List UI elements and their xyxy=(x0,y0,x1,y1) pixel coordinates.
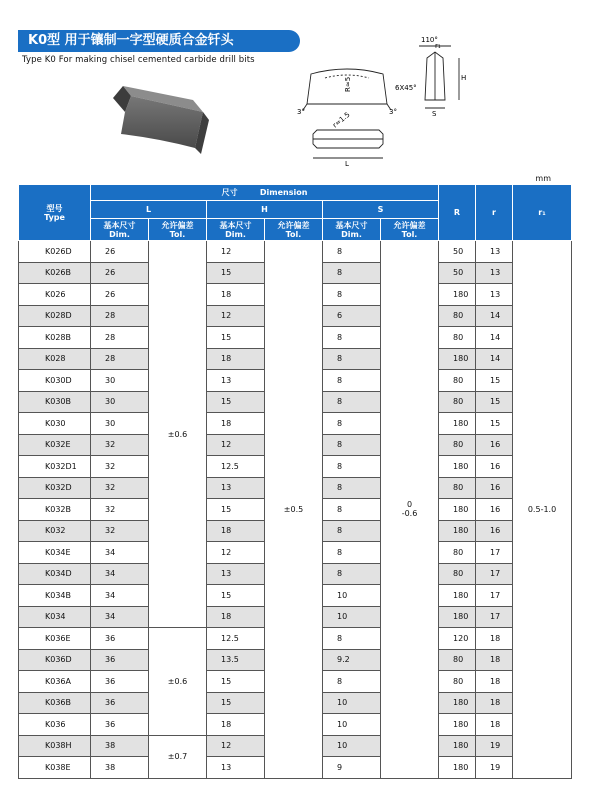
S-cell: 8 xyxy=(323,499,381,521)
L-cell: 30 xyxy=(91,370,149,392)
L-cell: 38 xyxy=(91,757,149,779)
H-cell: 18 xyxy=(207,606,265,628)
H-cell: 15 xyxy=(207,692,265,714)
R-cell: 50 xyxy=(439,241,476,263)
S-cell: 10 xyxy=(323,585,381,607)
type-cell: K028B xyxy=(19,327,91,349)
type-cell: K028 xyxy=(19,348,91,370)
H-cell: 12 xyxy=(207,735,265,757)
L-cell: 34 xyxy=(91,606,149,628)
type-cell: K036B xyxy=(19,692,91,714)
S-cell: 10 xyxy=(323,692,381,714)
H-cell: 13 xyxy=(207,563,265,585)
S-cell: 8 xyxy=(323,434,381,456)
R-header: R xyxy=(439,185,476,241)
H-tol-header: 允许偏差 Tol. xyxy=(265,219,323,241)
S-header: S xyxy=(323,201,439,219)
deg-left-label: 3° xyxy=(297,108,305,116)
R-cell: 80 xyxy=(439,434,476,456)
r-cell: 18 xyxy=(476,671,513,693)
L-cell: 26 xyxy=(91,284,149,306)
type-cell: K026 xyxy=(19,284,91,306)
R-cell: 180 xyxy=(439,714,476,736)
L-label: L xyxy=(345,160,349,168)
S-cell: 8 xyxy=(323,391,381,413)
H-cell: 15 xyxy=(207,391,265,413)
L-cell: 26 xyxy=(91,241,149,263)
type-cell: K030B xyxy=(19,391,91,413)
type-cell: K032D1 xyxy=(19,456,91,478)
L-tol-cell: ±0.7 xyxy=(149,735,207,778)
H-tol-cell: ±0.5 xyxy=(265,241,323,779)
H-cell: 18 xyxy=(207,348,265,370)
S-cell: 8 xyxy=(323,628,381,650)
S-cell: 9 xyxy=(323,757,381,779)
dimension-header: 尺寸 Dimension xyxy=(91,185,439,201)
deg-right-label: 3° xyxy=(389,108,397,116)
R-cell: 80 xyxy=(439,477,476,499)
type-cell: K038E xyxy=(19,757,91,779)
H-cell: 15 xyxy=(207,499,265,521)
r-cell: 16 xyxy=(476,477,513,499)
L-cell: 32 xyxy=(91,499,149,521)
page-title: K0型 用于镶制一字型硬质合金钎头 xyxy=(18,30,300,52)
R-cell: 80 xyxy=(439,542,476,564)
L-tol-header: 允许偏差 Tol. xyxy=(149,219,207,241)
L-cell: 38 xyxy=(91,735,149,757)
S-tol-header: 允许偏差 Tol. xyxy=(381,219,439,241)
r-cell: 15 xyxy=(476,391,513,413)
r-header: r xyxy=(476,185,513,241)
H-cell: 18 xyxy=(207,284,265,306)
type-cell: K030D xyxy=(19,370,91,392)
type-header: 型号 Type xyxy=(19,185,91,241)
type-cell: K034D xyxy=(19,563,91,585)
R-cell: 80 xyxy=(439,391,476,413)
R-cell: 180 xyxy=(439,348,476,370)
H-dim-header: 基本尺寸 Dim. xyxy=(207,219,265,241)
H-cell: 15 xyxy=(207,671,265,693)
S-cell: 8 xyxy=(323,456,381,478)
r1-cell: 0.5-1.0 xyxy=(513,241,572,779)
L-cell: 36 xyxy=(91,671,149,693)
type-cell: K036 xyxy=(19,714,91,736)
R-cell: 180 xyxy=(439,606,476,628)
chamfer-label: 6X45° xyxy=(395,84,417,92)
technical-drawing xyxy=(295,34,480,169)
L-cell: 30 xyxy=(91,413,149,435)
R-cell: 180 xyxy=(439,520,476,542)
R-cell: 80 xyxy=(439,370,476,392)
L-cell: 28 xyxy=(91,305,149,327)
r-cell: 16 xyxy=(476,520,513,542)
L-cell: 34 xyxy=(91,542,149,564)
S-cell: 8 xyxy=(323,413,381,435)
page-subtitle: Type K0 For making chisel cemented carbide drill bits xyxy=(22,55,255,65)
L-cell: 30 xyxy=(91,391,149,413)
spec-table xyxy=(18,184,572,779)
r-cell: 14 xyxy=(476,305,513,327)
L-cell: 32 xyxy=(91,477,149,499)
H-cell: 13.5 xyxy=(207,649,265,671)
S-cell: 8 xyxy=(323,348,381,370)
S-cell: 8 xyxy=(323,563,381,585)
type-cell: K026D xyxy=(19,241,91,263)
r-cell: 13 xyxy=(476,241,513,263)
type-cell: K036A xyxy=(19,671,91,693)
r-cell: 17 xyxy=(476,542,513,564)
r-cell: 19 xyxy=(476,735,513,757)
S-cell: 8 xyxy=(323,520,381,542)
type-cell: K028D xyxy=(19,305,91,327)
H-cell: 12 xyxy=(207,305,265,327)
S-cell: 10 xyxy=(323,714,381,736)
r-cell: 18 xyxy=(476,649,513,671)
type-cell: K032 xyxy=(19,520,91,542)
H-cell: 12.5 xyxy=(207,456,265,478)
type-cell: K030 xyxy=(19,413,91,435)
type-cell: K034B xyxy=(19,585,91,607)
S-cell: 10 xyxy=(323,735,381,757)
H-cell: 18 xyxy=(207,714,265,736)
r-cell: 17 xyxy=(476,606,513,628)
S-label: S xyxy=(432,110,437,118)
r-cell: 14 xyxy=(476,327,513,349)
r-cell: 15 xyxy=(476,413,513,435)
L-cell: 34 xyxy=(91,585,149,607)
R-cell: 180 xyxy=(439,757,476,779)
r-cell: 17 xyxy=(476,585,513,607)
r1-header: r₁ xyxy=(513,185,572,241)
L-tol-cell: ±0.6 xyxy=(149,628,207,736)
L-cell: 32 xyxy=(91,520,149,542)
r-cell: 16 xyxy=(476,434,513,456)
S-cell: 8 xyxy=(323,262,381,284)
L-cell: 36 xyxy=(91,692,149,714)
r-cell: 19 xyxy=(476,757,513,779)
type-cell: K032E xyxy=(19,434,91,456)
R-cell: 80 xyxy=(439,649,476,671)
type-cell: K034E xyxy=(19,542,91,564)
r-cell: 13 xyxy=(476,284,513,306)
type-cell: K038H xyxy=(19,735,91,757)
r-cell: 15 xyxy=(476,370,513,392)
R-cell: 50 xyxy=(439,262,476,284)
L-cell: 32 xyxy=(91,434,149,456)
S-cell: 8 xyxy=(323,477,381,499)
S-cell: 8 xyxy=(323,284,381,306)
r-cell: 18 xyxy=(476,714,513,736)
S-cell: 8 xyxy=(323,370,381,392)
type-cell: K026B xyxy=(19,262,91,284)
L-dim-header: 基本尺寸 Dim. xyxy=(91,219,149,241)
L-cell: 36 xyxy=(91,628,149,650)
type-cell: K034 xyxy=(19,606,91,628)
L-cell: 32 xyxy=(91,456,149,478)
L-cell: 28 xyxy=(91,327,149,349)
r1-label: r₁ xyxy=(435,42,441,50)
carbide-insert-photo xyxy=(105,82,215,172)
R-cell: 120 xyxy=(439,628,476,650)
S-cell: 8 xyxy=(323,327,381,349)
R-cell: 180 xyxy=(439,413,476,435)
L-cell: 26 xyxy=(91,262,149,284)
R-cell: 180 xyxy=(439,692,476,714)
H-cell: 13 xyxy=(207,477,265,499)
S-cell: 8 xyxy=(323,241,381,263)
L-tol-cell: ±0.6 xyxy=(149,241,207,628)
R-cell: 180 xyxy=(439,735,476,757)
R-cell: 180 xyxy=(439,456,476,478)
r-cell: 16 xyxy=(476,456,513,478)
S-cell: 9.2 xyxy=(323,649,381,671)
type-cell: K032B xyxy=(19,499,91,521)
L-cell: 28 xyxy=(91,348,149,370)
S-cell: 8 xyxy=(323,671,381,693)
H-cell: 15 xyxy=(207,262,265,284)
S-cell: 8 xyxy=(323,542,381,564)
L-cell: 36 xyxy=(91,649,149,671)
R-cell: 80 xyxy=(439,563,476,585)
R-label: R≈5 xyxy=(344,76,352,92)
type-cell: K036D xyxy=(19,649,91,671)
R-cell: 180 xyxy=(439,499,476,521)
H-cell: 12 xyxy=(207,542,265,564)
angle-label: 110° xyxy=(421,36,438,44)
r-cell: 13 xyxy=(476,262,513,284)
L-cell: 36 xyxy=(91,714,149,736)
r-cell: 18 xyxy=(476,628,513,650)
H-cell: 18 xyxy=(207,520,265,542)
R-cell: 180 xyxy=(439,585,476,607)
H-cell: 18 xyxy=(207,413,265,435)
H-cell: 15 xyxy=(207,585,265,607)
S-dim-header: 基本尺寸 Dim. xyxy=(323,219,381,241)
R-cell: 80 xyxy=(439,671,476,693)
type-cell: K032D xyxy=(19,477,91,499)
H-label: H xyxy=(461,74,467,82)
r-label: r≈1.5 xyxy=(331,110,352,130)
r-cell: 14 xyxy=(476,348,513,370)
H-cell: 13 xyxy=(207,757,265,779)
r-cell: 18 xyxy=(476,692,513,714)
H-cell: 13 xyxy=(207,370,265,392)
S-cell: 6 xyxy=(323,305,381,327)
R-cell: 80 xyxy=(439,327,476,349)
unit-label: mm xyxy=(535,174,551,183)
L-cell: 34 xyxy=(91,563,149,585)
L-header: L xyxy=(91,201,207,219)
H-cell: 15 xyxy=(207,327,265,349)
type-cell: K036E xyxy=(19,628,91,650)
H-header: H xyxy=(207,201,323,219)
H-cell: 12 xyxy=(207,434,265,456)
r-cell: 16 xyxy=(476,499,513,521)
H-cell: 12 xyxy=(207,241,265,263)
table-row xyxy=(19,241,572,263)
r-cell: 17 xyxy=(476,563,513,585)
R-cell: 180 xyxy=(439,284,476,306)
H-cell: 12.5 xyxy=(207,628,265,650)
S-tol-cell: 0 -0.6 xyxy=(381,241,439,779)
S-cell: 10 xyxy=(323,606,381,628)
R-cell: 80 xyxy=(439,305,476,327)
